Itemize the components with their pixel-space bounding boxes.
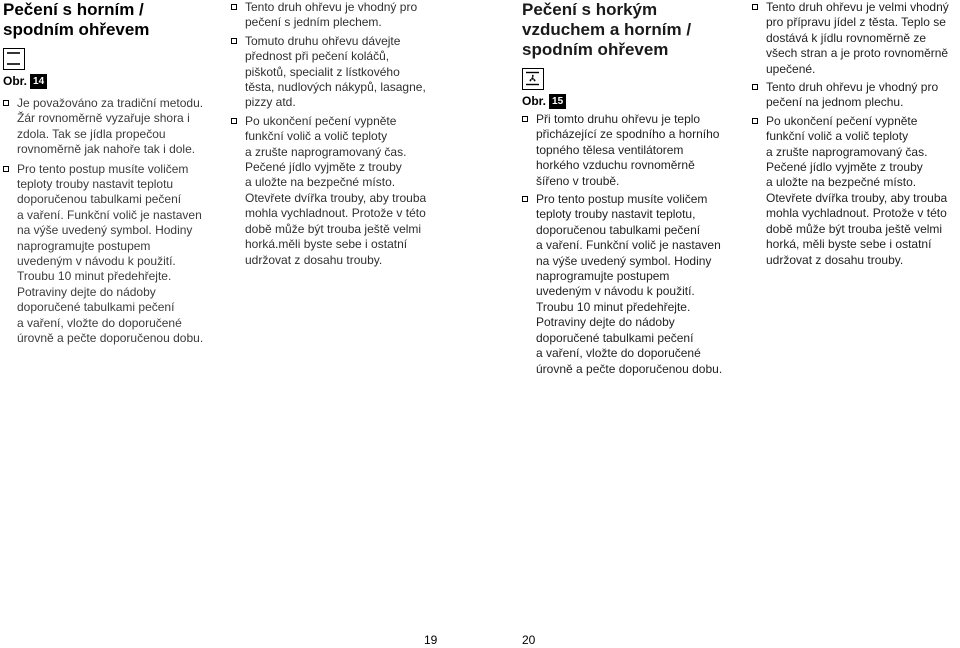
- checkbox-bullet-icon: [231, 4, 237, 10]
- list-item: [231, 34, 471, 111]
- checkbox-bullet-icon: [231, 118, 237, 124]
- section-title-hot-air-top-bottom-heat: Pečení s horkým vzduchem a horním / spodním ohřevem: [522, 0, 692, 59]
- list-item: [522, 112, 747, 189]
- checkbox-bullet-icon: [522, 116, 528, 122]
- hot-air-top-bottom-heat-icon: [522, 68, 544, 90]
- list-item-text: Při tomto druhu ohřevu je teplo přicházející ze spodního a horního topného tělesa ventilátorem horkého vzduchu rovnoměrně šířeno v troubě.: [536, 112, 720, 188]
- list-item-text: Tento druh ohřevu je vhodný pro pečení s jedním plechem.: [245, 0, 418, 30]
- page-number-right: 20: [522, 633, 536, 647]
- figure-label-text: Obr.: [522, 94, 547, 108]
- bullet-list: [752, 0, 960, 268]
- checkbox-bullet-icon: [231, 38, 237, 44]
- figure-number-badge: 15: [549, 94, 566, 109]
- list-item: [231, 0, 471, 31]
- list-item: [3, 96, 233, 158]
- checkbox-bullet-icon: [752, 4, 758, 10]
- figure-label: [522, 94, 747, 109]
- list-item: [752, 114, 960, 268]
- bullet-list: [3, 96, 233, 347]
- checkbox-bullet-icon: [3, 166, 9, 172]
- bullet-list: [231, 0, 471, 160]
- right-page-column-1: [522, 0, 747, 380]
- figure-number-badge: 14: [30, 74, 47, 89]
- figure-label: [3, 74, 233, 89]
- list-item: [231, 114, 471, 160]
- checkbox-bullet-icon: [522, 196, 528, 202]
- list-item: [752, 0, 960, 77]
- list-item: [3, 162, 233, 347]
- left-page-column-2: [231, 0, 471, 268]
- top-bottom-heat-icon: [3, 48, 25, 70]
- checkbox-bullet-icon: [752, 84, 758, 90]
- list-item-text: Tento druh ohřevu je vhodný pro pečení na jednom plechu.: [766, 80, 939, 110]
- list-item: [522, 192, 747, 377]
- figure-label-text: Obr.: [3, 74, 28, 88]
- list-item-text: Tento druh ohřevu je velmi vhodný pro přípravu jídel z těsta. Teplo se dostává k jídlu rovnoměrně ze všech stran a je proto rovnoměrně upečené.: [766, 0, 949, 76]
- list-item-text: Je považováno za tradiční metodu. Žár rovnoměrně vyzařuje shora i zdola. Tak se jídla propečou rovnoměrně jak nahoře tak i dole.: [17, 96, 204, 157]
- bullet-list: [522, 112, 747, 377]
- list-item-text: Pro tento postup musíte voličem teploty trouby nastavit teplotu doporučenou tabulkami pečení a vaření. Funkční volič je nastaven na výše uvedený symbol. Hodiny naprogramujte postupem uvedeným v návodu k použití. Troubu 10 minut předehřejte. Potraviny dejte do nádoby doporučené tabulkami pečení a vaření, vložte do doporučené úrovně a pečte doporučenou dobu.: [17, 161, 204, 346]
- list-item-text: Po ukončení pečení vypněte funkční volič a volič teploty a zrušte naprogramovaný čas.: [245, 113, 407, 159]
- checkbox-bullet-icon: [3, 100, 9, 106]
- list-item-text: Po ukončení pečení vypněte funkční volič a volič teploty a zrušte naprogramovaný čas. Pečené jídlo vyjměte z trouby a uložte na bezpečné místo. Otevřete dvířka trouby, aby trouba mohla vychladnout. Protože v této době může být trouba ještě velmi horká, měli byste sebe i ostatní udržovat z dosahu trouby.: [766, 113, 948, 267]
- left-page-column-1: [3, 0, 233, 351]
- section-title-top-bottom-heat: Pečení s horním / spodním ohřevem: [3, 0, 150, 39]
- right-page-column-2: [752, 0, 960, 271]
- checkbox-bullet-icon: [752, 118, 758, 124]
- list-item: [752, 80, 960, 111]
- list-item-text: Pro tento postup musíte voličem teploty trouby nastavit teplotu, doporučenou tabulkami pečení a vaření. Funkční volič je nastaven na výše uvedený symbol. Hodiny naprogramujte postupem uvedeným v návodu k použití. Troubu 10 minut předehřejte. Potraviny dejte do nádoby doporučené tabulkami pečení a vaření, vložte do doporučené úrovně a pečte doporučenou dobu.: [536, 192, 723, 376]
- continuation-text: Pečené jídlo vyjměte z trouby a uložte na bezpečné místo. Otevřete dvířka trouby, aby trouba mohla vychladnout. Protože v této době může být trouba ještě velmi horká.měli byste sebe i ostatní udržovat z dosahu trouby.: [245, 160, 427, 267]
- list-item-text: Tomuto druhu ohřevu dávejte přednost při pečení koláčů, piškotů, specialit z lístkového těsta, nudlových nákypů, lasagne, pizzy atd.: [245, 33, 426, 110]
- page-number-left: 19: [424, 633, 438, 647]
